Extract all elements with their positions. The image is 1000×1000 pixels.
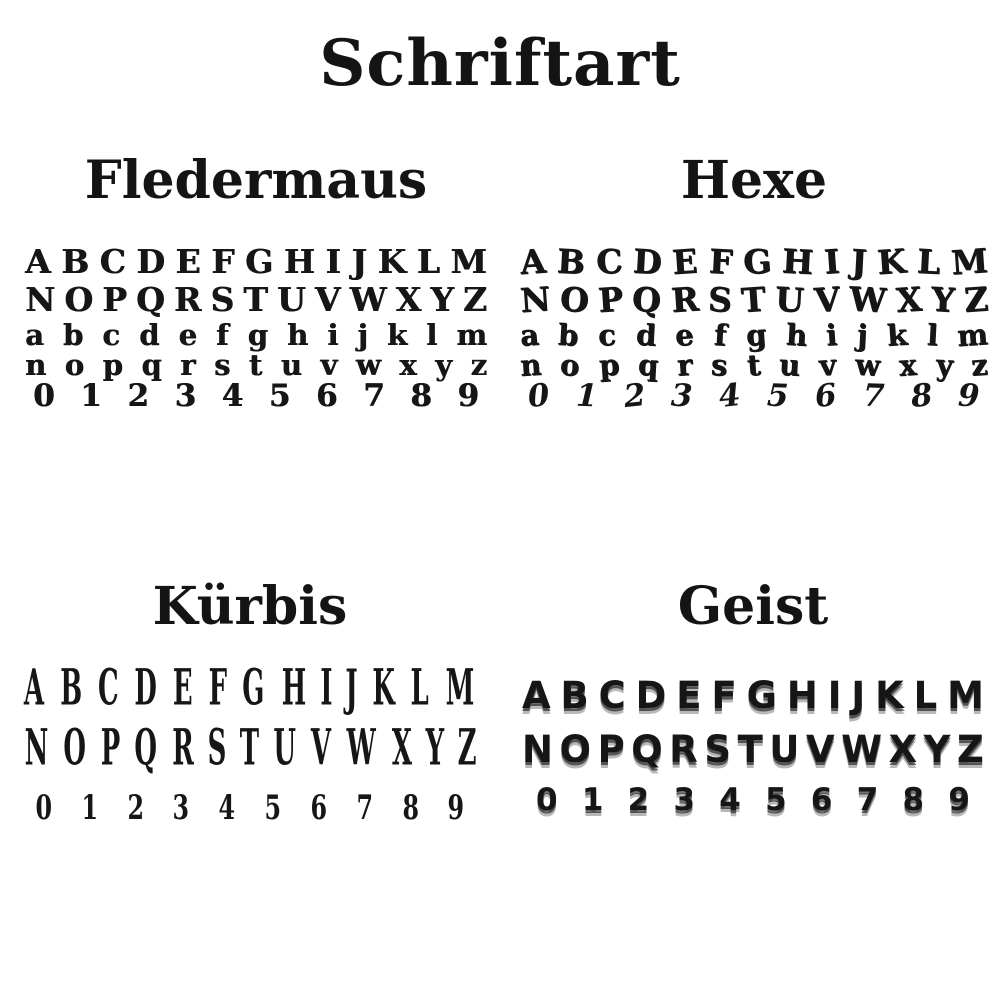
glyph: 4	[218, 787, 236, 828]
font-name-heading-kuerbis: Kürbis	[152, 576, 348, 637]
glyph: N	[25, 280, 56, 320]
glyph: v	[818, 347, 838, 383]
glyph: d	[139, 318, 160, 353]
glyph: 6	[810, 782, 833, 819]
glyph: L	[410, 659, 429, 718]
glyph: U	[774, 279, 806, 320]
glyph: 5	[765, 782, 787, 819]
glyph: c	[597, 317, 618, 353]
glyph: U	[276, 280, 306, 320]
glyph: x	[399, 348, 417, 383]
glyph: 0	[526, 377, 552, 416]
glyph: l	[925, 317, 939, 353]
font-name-heading-geist: Geist	[677, 576, 829, 637]
glyph: Z	[962, 279, 990, 320]
glyph: r	[675, 347, 694, 383]
glyph: u	[280, 348, 302, 383]
glyph: 4	[717, 377, 743, 416]
glyph: a	[25, 318, 44, 353]
glyph: M	[450, 242, 487, 282]
glyph: 8	[410, 378, 432, 415]
glyph: Q	[631, 728, 663, 772]
glyph: E	[175, 242, 201, 282]
glyph: Q	[134, 719, 158, 778]
glyph: p	[597, 347, 620, 383]
glyph: q	[141, 348, 162, 383]
glyph: g	[744, 317, 768, 353]
glyph: W	[841, 728, 882, 772]
glyph: J	[849, 241, 868, 282]
specimen-rows-fledermaus	[25, 242, 487, 415]
glyph: X	[894, 279, 923, 321]
glyph: z	[970, 347, 990, 383]
glyph: r	[180, 348, 196, 383]
glyph: Z	[957, 728, 984, 772]
glyph: m	[956, 317, 990, 354]
glyph: Y	[425, 719, 444, 778]
glyph-row-lowercase-n-z	[25, 348, 487, 383]
glyph: K	[372, 659, 395, 718]
glyph: T	[243, 280, 268, 320]
glyph: Z	[462, 280, 487, 320]
glyph: D	[631, 241, 663, 282]
glyph: 7	[363, 378, 385, 415]
glyph: 3	[174, 378, 197, 415]
glyph: C	[594, 241, 624, 283]
glyph: W	[346, 719, 376, 778]
glyph: o	[64, 348, 84, 383]
glyph: o	[559, 347, 581, 383]
glyph: E	[671, 241, 699, 283]
glyph: W	[847, 279, 887, 321]
glyph: Z	[457, 719, 477, 778]
glyph: F	[208, 659, 227, 718]
glyph: A	[522, 674, 551, 718]
glyph: y	[435, 348, 452, 383]
glyph: 3	[673, 782, 696, 819]
glyph: L	[913, 674, 938, 718]
glyph-row-uppercase-a-m	[518, 240, 990, 283]
specimen-rows-kuerbis	[20, 659, 480, 843]
glyph: H	[283, 242, 315, 282]
glyph: R	[669, 279, 700, 321]
glyph: G	[242, 659, 265, 718]
glyph: a	[518, 317, 540, 353]
glyph: B	[555, 241, 586, 282]
glyph: M	[445, 659, 475, 718]
glyph: E	[676, 674, 702, 718]
glyph: P	[100, 719, 121, 778]
glyph: 7	[862, 377, 885, 415]
glyph: K	[377, 242, 407, 282]
glyph: Y	[430, 280, 454, 320]
glyph: N	[24, 719, 49, 778]
glyph: 8	[402, 787, 419, 828]
glyph: x	[898, 347, 918, 383]
glyph-row-uppercase-a-m	[25, 242, 487, 283]
glyph: V	[805, 728, 835, 772]
glyph: D	[635, 674, 667, 718]
glyph: 4	[719, 782, 741, 819]
glyph: B	[59, 659, 82, 718]
glyph: Y	[923, 728, 951, 772]
glyph: f	[712, 317, 727, 353]
glyph: f	[216, 318, 229, 353]
glyph: E	[173, 659, 194, 718]
glyph: w	[854, 347, 882, 383]
glyph-row-lowercase-n-z	[518, 347, 990, 383]
glyph: W	[349, 280, 387, 320]
glyph: t	[745, 347, 762, 383]
glyph: Q	[631, 279, 663, 320]
glyph: J	[851, 674, 866, 718]
glyph: C	[97, 659, 119, 718]
glyph: G	[245, 242, 274, 282]
glyph: g	[247, 318, 268, 353]
glyph: e	[178, 318, 197, 353]
glyph: D	[134, 659, 158, 718]
glyph: 4	[221, 378, 244, 415]
glyph: L	[416, 242, 440, 282]
glyph: L	[916, 241, 942, 282]
glyph: I	[823, 241, 842, 282]
glyph: 6	[813, 377, 839, 416]
glyph: K	[875, 674, 904, 718]
glyph: P	[102, 280, 127, 320]
glyph: Y	[929, 279, 956, 320]
glyph: b	[557, 317, 580, 353]
glyph: l	[426, 318, 438, 353]
glyph: 3	[670, 377, 694, 415]
glyph: 9	[957, 377, 981, 415]
glyph-row-lowercase-a-m	[518, 317, 990, 354]
glyph: t	[248, 348, 263, 383]
glyph: 0	[33, 378, 55, 415]
glyph: z	[470, 348, 487, 383]
glyph-row-digits	[25, 378, 487, 415]
glyph: b	[62, 318, 84, 353]
glyph: k	[885, 317, 909, 353]
glyph: H	[781, 241, 815, 282]
glyph: N	[518, 279, 552, 321]
glyph: V	[314, 280, 341, 320]
glyph: M	[947, 674, 984, 718]
glyph: 9	[457, 378, 479, 415]
glyph: 1	[575, 377, 599, 415]
glyph: C	[598, 674, 626, 718]
glyph: 2	[127, 787, 144, 828]
glyph: 9	[447, 787, 465, 828]
glyph: H	[281, 659, 306, 718]
glyph-row-uppercase-n-z	[25, 280, 487, 321]
font-section-kuerbis	[20, 578, 480, 843]
glyph: j	[856, 317, 869, 353]
glyph: R	[173, 280, 202, 320]
glyph: 1	[80, 378, 102, 415]
glyph: A	[23, 659, 45, 718]
glyph: 7	[356, 787, 373, 828]
glyph: n	[25, 348, 47, 383]
glyph: w	[355, 348, 381, 383]
glyph: p	[102, 348, 123, 383]
glyph: P	[596, 279, 625, 321]
specimen-rows-geist	[522, 674, 984, 831]
glyph: I	[325, 242, 341, 282]
specimen-rows-hexe	[518, 240, 990, 416]
glyph: V	[310, 719, 331, 778]
glyph: u	[778, 347, 802, 383]
glyph: 9	[948, 782, 970, 819]
glyph: G	[746, 674, 777, 718]
glyph: F	[711, 674, 737, 718]
glyph-row-lowercase-a-m	[25, 318, 487, 353]
glyph: X	[391, 719, 412, 778]
glyph-row-uppercase-a-m	[522, 674, 984, 731]
glyph: O	[64, 280, 93, 320]
glyph: 0	[536, 782, 558, 819]
glyph: O	[63, 719, 87, 778]
glyph: 2	[127, 378, 149, 415]
font-name-heading-hexe: Hexe	[680, 150, 828, 211]
glyph-row-digits	[520, 377, 988, 416]
glyph: D	[136, 242, 165, 282]
glyph-row-uppercase-n-z	[522, 728, 984, 785]
glyph: J	[345, 659, 358, 718]
glyph: q	[636, 347, 659, 383]
glyph: 0	[35, 787, 53, 828]
glyph: I	[827, 674, 842, 718]
glyph: A	[518, 241, 547, 283]
glyph: 1	[81, 787, 98, 828]
glyph: 8	[908, 377, 934, 416]
glyph: h	[287, 318, 309, 353]
glyph: U	[769, 728, 800, 772]
glyph: K	[876, 241, 908, 283]
glyph: 5	[766, 377, 790, 415]
glyph: U	[273, 719, 297, 778]
glyph: n	[518, 347, 543, 383]
glyph: s	[213, 348, 231, 383]
glyph: 3	[172, 787, 190, 828]
glyph: J	[351, 242, 367, 282]
glyph: i	[327, 318, 339, 353]
glyph: X	[395, 280, 422, 320]
glyph: C	[99, 242, 126, 282]
glyph: m	[456, 318, 487, 353]
glyph: y	[934, 347, 954, 383]
glyph: 5	[268, 378, 291, 415]
glyph: I	[320, 659, 333, 718]
glyph: F	[211, 242, 235, 282]
glyph: c	[102, 318, 120, 353]
glyph: B	[560, 674, 589, 718]
glyph-row-uppercase-n-z	[518, 279, 990, 321]
glyph: G	[741, 241, 773, 283]
glyph: i	[825, 317, 839, 353]
glyph: N	[522, 728, 553, 772]
font-section-geist	[522, 578, 984, 831]
glyph: A	[25, 242, 51, 282]
glyph: S	[704, 728, 731, 772]
glyph: S	[207, 719, 227, 778]
glyph-row-digits	[20, 787, 480, 843]
glyph: 8	[902, 782, 925, 819]
glyph: S	[706, 279, 733, 320]
glyph: d	[634, 317, 657, 353]
glyph: M	[950, 240, 990, 283]
font-section-fledermaus	[25, 152, 487, 415]
glyph: X	[888, 728, 918, 772]
glyph: s	[710, 347, 729, 383]
glyph: P	[597, 728, 625, 772]
glyph: O	[558, 279, 590, 320]
glyph: Q	[135, 280, 165, 320]
glyph: e	[674, 317, 696, 353]
glyph: 2	[627, 782, 650, 819]
glyph: 2	[621, 377, 647, 416]
glyph: 1	[581, 782, 604, 819]
glyph: H	[786, 674, 818, 718]
glyph: 6	[315, 378, 338, 415]
glyph: j	[357, 318, 368, 353]
glyph: k	[386, 318, 408, 353]
glyph: R	[669, 728, 698, 772]
glyph: 7	[856, 782, 879, 819]
font-name-heading-fledermaus: Fledermaus	[84, 150, 428, 211]
glyph: 5	[264, 787, 282, 828]
glyph-row-digits	[522, 782, 984, 831]
glyph: V	[812, 279, 841, 321]
glyph: S	[210, 280, 235, 320]
glyph: T	[239, 719, 260, 778]
glyph: R	[171, 719, 194, 778]
glyph: B	[61, 242, 90, 282]
glyph: T	[739, 279, 768, 320]
glyph: 6	[310, 787, 327, 828]
glyph: h	[784, 317, 808, 353]
font-section-hexe	[520, 152, 988, 415]
glyph: v	[320, 348, 338, 383]
page-title: Schriftart	[319, 26, 681, 101]
glyph: O	[559, 728, 591, 772]
glyph: T	[737, 728, 763, 772]
glyph: F	[707, 241, 734, 282]
